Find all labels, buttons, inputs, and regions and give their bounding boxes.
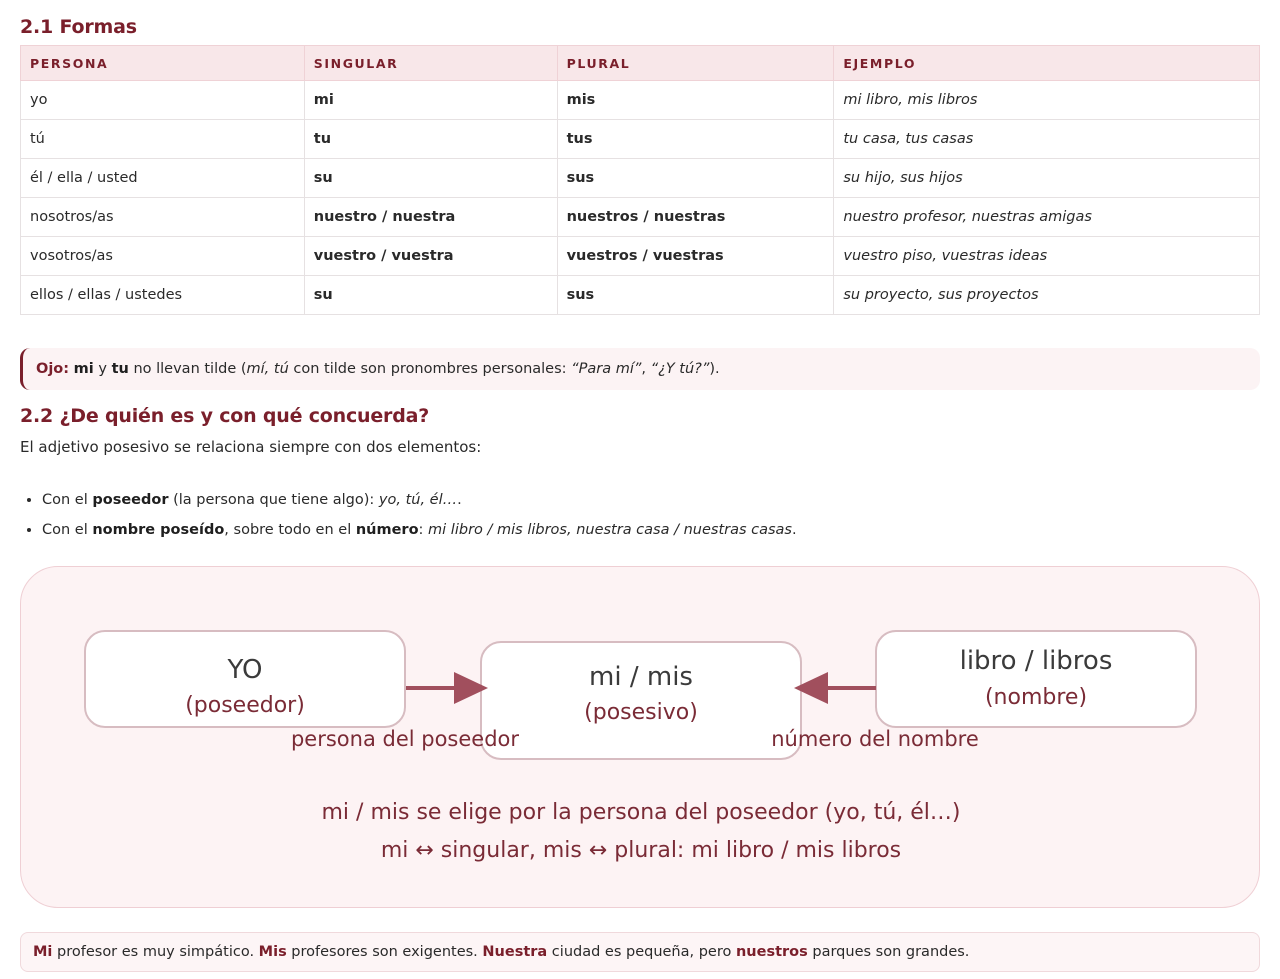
example-bold: nuestros — [735, 944, 808, 960]
ojo-label: Ojo: — [36, 361, 70, 377]
cell-singular: su — [304, 159, 557, 198]
cell-ejemplo: su hijo, sus hijos — [834, 159, 1260, 198]
table-row — [21, 276, 1260, 315]
possessive-forms-table — [20, 45, 1260, 315]
ojo-note — [20, 348, 1260, 390]
example-text: profesor es muy simpático. — [52, 944, 259, 960]
table-row — [21, 81, 1260, 120]
table-row — [21, 120, 1260, 159]
bullet-italic: yo, tú, él… — [378, 492, 458, 508]
cell-plural: sus — [557, 276, 834, 315]
bullet-text: Con el — [42, 492, 93, 508]
note-text: ). — [709, 361, 720, 377]
note-text: , — [641, 361, 651, 377]
cell-persona: ellos / ellas / ustedes — [21, 276, 305, 315]
cell-plural: sus — [557, 159, 834, 198]
diagram-caption-2: mi ↔ singular, mis ↔ plural: mi libro / mis libros — [380, 838, 902, 863]
note-text: con tilde son pronombres personales: — [288, 361, 572, 377]
bullet-bold: poseedor — [92, 492, 169, 508]
cell-ejemplo: vuestro piso, vuestras ideas — [834, 237, 1260, 276]
diagram-caption-1: mi / mis se elige por la persona del poseedor (yo, tú, él…) — [321, 800, 961, 825]
cell-plural: nuestros / nuestras — [557, 198, 834, 237]
example-text: profesores son exigentes. — [286, 944, 483, 960]
example-bold: Mi — [33, 944, 53, 960]
bullet-text: . — [457, 492, 462, 508]
example-sentence-box — [20, 932, 1260, 972]
bullet-list — [20, 488, 797, 548]
example-text: parques son grandes. — [807, 944, 970, 960]
cell-singular: su — [304, 276, 557, 315]
header-persona: PERSONA — [21, 46, 305, 81]
note-word-tu: tu — [111, 361, 129, 377]
bullet-bold: número — [355, 522, 419, 538]
agreement-diagram — [20, 566, 1260, 908]
cell-plural: mis — [557, 81, 834, 120]
example-bold: Mis — [258, 944, 287, 960]
example-bold: Nuestra — [482, 944, 548, 960]
posesivo-sub: (posesivo) — [584, 700, 698, 725]
table-row — [21, 198, 1260, 237]
cell-persona: tú — [21, 120, 305, 159]
bullet-text: Con el — [42, 522, 93, 538]
poseedor-sub: (poseedor) — [185, 693, 305, 718]
cell-ejemplo: mi libro, mis libros — [834, 81, 1260, 120]
section-title-formas: 2.1 Formas — [20, 16, 137, 38]
diagram-svg — [21, 567, 1261, 909]
note-text: no llevan tilde ( — [128, 361, 247, 377]
header-singular: SINGULAR — [304, 46, 557, 81]
poseedor-main: YO — [227, 655, 263, 685]
table-row — [21, 237, 1260, 276]
cell-singular: mi — [304, 81, 557, 120]
list-item — [42, 488, 797, 518]
bullet-bold: nombre poseído — [92, 522, 225, 538]
section-title-de-quien: 2.2 ¿De quién es y con qué concuerda? — [20, 405, 430, 427]
nombre-sub: (nombre) — [984, 685, 1088, 710]
cell-persona: yo — [21, 81, 305, 120]
label-persona-del-poseedor: persona del poseedor — [290, 727, 520, 751]
nombre-main: libro / libros — [959, 646, 1113, 676]
header-plural: PLURAL — [557, 46, 834, 81]
cell-ejemplo: nuestro profesor, nuestras amigas — [834, 198, 1260, 237]
table-header-row — [21, 46, 1260, 81]
cell-singular: tu — [304, 120, 557, 159]
note-quote: “¿Y tú?” — [650, 361, 710, 377]
table-row — [21, 159, 1260, 198]
bullet-italic: mi libro / mis libros, nuestra casa / nuestras casas — [428, 522, 792, 538]
bullet-text: . — [792, 522, 797, 538]
cell-ejemplo: tu casa, tus casas — [834, 120, 1260, 159]
cell-singular: nuestro / nuestra — [304, 198, 557, 237]
cell-persona: vosotros/as — [21, 237, 305, 276]
posesivo-main: mi / mis — [589, 662, 693, 692]
note-accented-words: mí, tú — [246, 361, 289, 377]
cell-persona: nosotros/as — [21, 198, 305, 237]
note-text: y — [93, 361, 112, 377]
label-numero-del-nombre: número del nombre — [771, 727, 979, 751]
note-word-mi: mi — [73, 361, 94, 377]
cell-persona: él / ella / usted — [21, 159, 305, 198]
example-text: ciudad es pequeña, pero — [547, 944, 736, 960]
intro-text: El adjetivo posesivo se relaciona siempre con dos elementos: — [20, 438, 482, 456]
bullet-text: (la persona que tiene algo): — [168, 492, 379, 508]
cell-plural: tus — [557, 120, 834, 159]
bullet-text: , sobre todo en el — [224, 522, 356, 538]
note-quote: “Para mí” — [571, 361, 642, 377]
cell-ejemplo: su proyecto, sus proyectos — [834, 276, 1260, 315]
bullet-text: : — [418, 522, 429, 538]
cell-plural: vuestros / vuestras — [557, 237, 834, 276]
list-item — [42, 518, 797, 548]
header-ejemplo: EJEMPLO — [834, 46, 1260, 81]
cell-singular: vuestro / vuestra — [304, 237, 557, 276]
